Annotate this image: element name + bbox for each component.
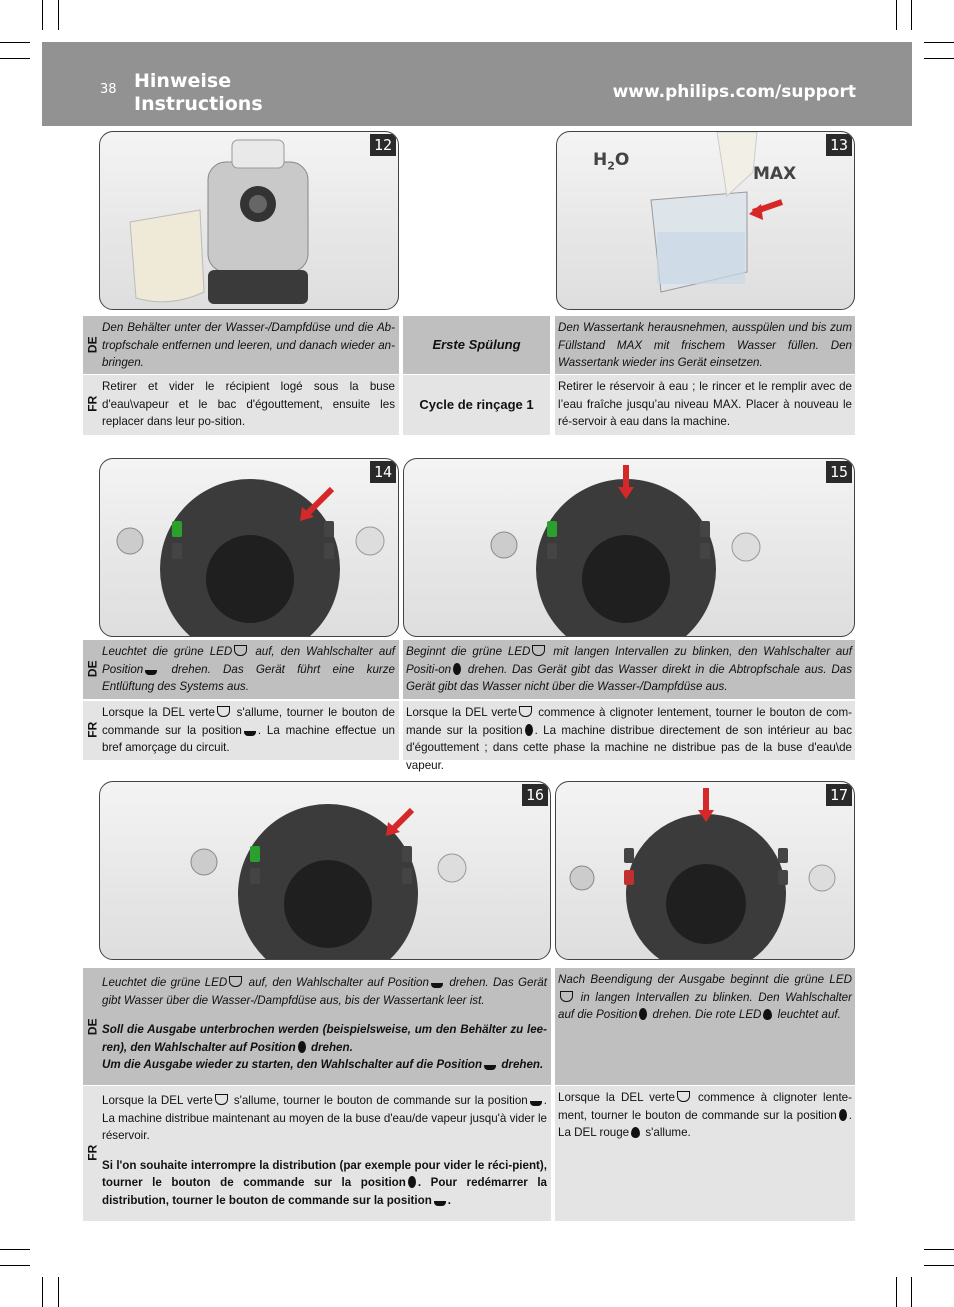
instruction-text: Lorsque la DEL verte commence à clignoter lente-ment, tourner le bouton de commande sur la position . La DEL rouge s'allume. (558, 1091, 852, 1139)
steam-cup-icon (244, 723, 256, 736)
instruction-text: Retirer le réservoir à eau ; le rincer et le remplir avec de l’eau fraîche jusqu’au niveau MAX. Placer à nouveau le ré-servoir à eau dans la machine. (558, 380, 852, 428)
steam-cup-icon (484, 1057, 496, 1070)
crop-mark (58, 0, 59, 30)
machine-with-jug-illustration (100, 132, 399, 310)
row-fr-right (403, 701, 855, 772)
step-number: 12 (370, 134, 396, 156)
row-de-left (83, 640, 399, 699)
row-de-left (83, 316, 399, 374)
warning-text: Um die Ausgabe wieder zu starten, den Wahlschalter auf die Position drehen. (102, 1058, 544, 1071)
crop-mark (911, 1277, 912, 1307)
coffee-bean-icon (453, 663, 461, 675)
coffee-bean-icon (525, 724, 533, 736)
row-fr-left (83, 1086, 551, 1221)
coffee-bean-icon (639, 1008, 647, 1020)
crop-mark (896, 0, 897, 30)
step-heading-fr: Cycle de rinçage 1 (419, 397, 534, 413)
steam-cup-icon (431, 975, 443, 988)
instruction-text: Den Behälter unter der Wasser-/Dampfdüse und die Ab-tropfschale entfernen und leeren, und danach wieder an-bringen. (102, 321, 395, 369)
steam-cup-icon (145, 662, 157, 675)
title-line-en: Instructions (134, 93, 263, 115)
instruction-text: Retirer et vider le récipient logé sous la buse d'eau\vapeur et le bac d'égouttement, ensuite les replacer dans leur po-sition. (102, 380, 395, 428)
water-drop-icon (763, 1009, 772, 1020)
row-fr-left (83, 701, 399, 760)
row-fr-right (555, 375, 855, 435)
row-de-mid (403, 316, 550, 374)
instruction-text: Nach Beendigung der Ausgabe beginnt die grüne LED in langen Intervallen zu blinken. Den Wahlschalter auf die Position drehen. Die rote LED leuchtet auf. (558, 973, 852, 1021)
cup-led-icon (215, 1094, 228, 1105)
cup-led-icon (229, 976, 242, 987)
row-fr-left (83, 375, 399, 435)
support-url[interactable]: www.philips.com/support (612, 82, 856, 102)
cup-led-icon (234, 645, 247, 656)
crop-mark (924, 1249, 954, 1250)
lang-label-de: DE (85, 660, 100, 678)
step-heading-de: Erste Spülung (432, 337, 521, 353)
page-header (42, 42, 912, 126)
step-number: 15 (826, 461, 852, 483)
step-number: 17 (826, 784, 852, 806)
row-fr-right (555, 1086, 855, 1221)
photo-step-16 (99, 781, 551, 960)
photo-step-17 (555, 781, 855, 960)
instruction-text: Beginnt die grüne LED mit langen Intervallen zu blinken, den Wahlschalter auf Positi-on drehen. Das Gerät gibt das Wasser direkt in die Abtropfschale aus. Das Gerät gibt das Wasser nicht über die Wasser-/Dampfdüse aus. (406, 645, 852, 693)
warning-text: Si l'on souhaite interrompre la distribution (par exemple pour vider le réci-pient), tourner le bouton de commande sur la position . Pour redémarrer la distribution, tourner le bouton de commande sur la position . (102, 1158, 547, 1207)
instruction-text: Lorsque la DEL verte s'allume, tourner le bouton de commande sur la position . La machine distribue maintenant au moyen de la buse d'eau/de vapeur jusqu'à vider le réservoir. Si l'on souhaite interrompre la distribution (par exemple pour vider le réci-pient), tourner le bouton de commande sur la position . Pour redémarrer la distribution, tourner le bouton de commande sur la position . (102, 1092, 547, 1209)
crop-mark (0, 58, 30, 59)
step-number: 14 (370, 461, 396, 483)
instruction-text: Leuchtet die grüne LED auf, den Wahlschalter auf Position drehen. Das Gerät führt eine kurze Entlüftung des Systems aus. (102, 645, 396, 693)
water-drop-icon (631, 1127, 640, 1138)
steam-cup-icon (434, 1193, 446, 1206)
coffee-bean-icon (298, 1041, 306, 1053)
crop-mark (924, 58, 954, 59)
warning-text: Soll die Ausgabe unterbrochen werden (beispielsweise, um den Behälter zu lee-ren), den Wahlschalter auf Position drehen. (102, 1023, 547, 1054)
control-panel-illustration (100, 782, 551, 960)
crop-mark (896, 1277, 897, 1307)
coffee-bean-icon (839, 1109, 847, 1121)
step-number: 13 (826, 134, 852, 156)
cup-led-icon (677, 1091, 690, 1102)
photo-step-14 (99, 458, 399, 637)
photo-step-12 (99, 131, 399, 310)
crop-mark (911, 0, 912, 30)
max-label: MAX (753, 164, 797, 184)
cup-led-icon (532, 645, 545, 656)
h2o-label: $H_2O$ (593, 150, 630, 173)
cup-led-icon (519, 706, 532, 717)
crop-mark (42, 0, 43, 30)
photo-step-15 (403, 458, 855, 637)
lang-label-fr: FR (85, 721, 100, 738)
step-number: 16 (522, 784, 548, 806)
crop-mark (0, 42, 30, 43)
lang-label-fr: FR (85, 395, 100, 412)
steam-cup-icon (530, 1093, 542, 1106)
page-number: 38 (100, 82, 117, 97)
title-line-de: Hinweise (134, 70, 232, 92)
row-fr-mid (403, 375, 550, 435)
control-panel-illustration (100, 459, 399, 637)
control-panel-illustration (404, 459, 855, 637)
crop-mark (924, 1265, 954, 1266)
lang-label-de: DE (85, 336, 100, 354)
row-de-left (83, 968, 551, 1085)
control-panel-illustration (556, 782, 855, 960)
coffee-bean-icon (408, 1176, 416, 1188)
photo-step-13 (556, 131, 855, 310)
instruction-text: Lorsque la DEL verte commence à clignoter lentement, tourner le bouton de com-mande sur la position . La machine distribue directement de son intérieur au bac d'égouttement ; dans cette phase la machine ne distribue pas de la buse d'eau\de vapeur. (406, 706, 853, 772)
crop-mark (0, 1265, 30, 1266)
row-de-right (555, 968, 855, 1085)
crop-mark (924, 42, 954, 43)
cup-led-icon (560, 991, 573, 1002)
lang-label-de: DE (85, 1018, 100, 1036)
instruction-text: Leuchtet die grüne LED auf, den Wahlschalter auf Position drehen. Das Gerät gibt Wasser über die Wasser-/Dampfdüse aus, bis der Wassertank leer ist. Soll die Ausgabe unterbrochen werden (beispielsweise, um den Behälter zu lee-ren), den Wahlschalter auf Position drehen. Um die Ausgabe wieder zu starten, den Wahlschalter auf die Position drehen. (102, 974, 547, 1074)
crop-mark (0, 1249, 30, 1250)
instruction-text: Den Wassertank herausnehmen, ausspülen und bis zum Füllstand MAX mit frischem Wasser füllen. Den Wassertank wieder ins Gerät einsetzen. (558, 321, 852, 369)
crop-mark (42, 1277, 43, 1307)
row-de-right (403, 640, 855, 699)
crop-mark (58, 1277, 59, 1307)
instruction-text: Lorsque la DEL verte s'allume, tourner le bouton de commande sur la position . La machine effectue un bref amorçage du circuit. (102, 706, 396, 754)
row-de-right (555, 316, 855, 374)
lang-label-fr: FR (85, 1144, 100, 1161)
cup-led-icon (217, 706, 230, 717)
page-title (134, 70, 263, 116)
